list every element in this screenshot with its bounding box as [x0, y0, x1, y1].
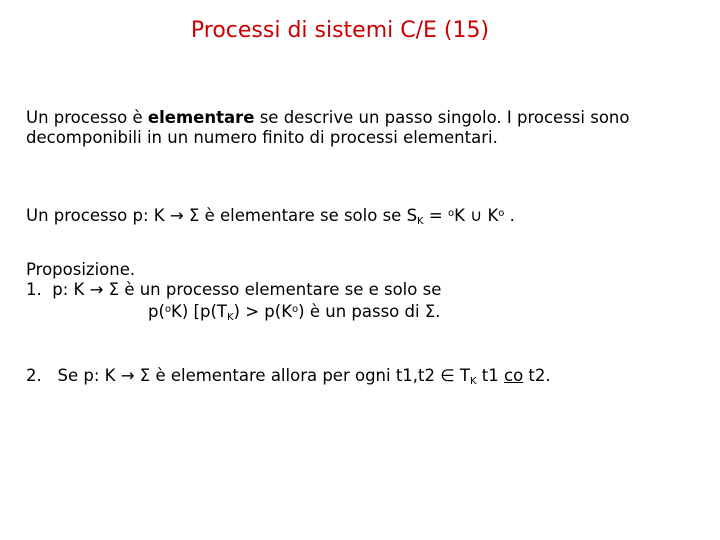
- slide-title: Processi di sistemi C/E (15): [190, 18, 490, 43]
- subscript-k: K: [226, 312, 234, 323]
- underlined-co: co: [504, 366, 524, 385]
- text-fragment: =: [423, 206, 448, 225]
- text-fragment: K ∪ K: [454, 206, 499, 225]
- item-number: 2.: [26, 366, 42, 385]
- text-fragment: p: K → Σ è un processo elementare se e solo se: [52, 280, 442, 299]
- proposition-block: [26, 260, 442, 323]
- proposition-item-1: [26, 280, 441, 300]
- text-fragment: t2.: [523, 366, 551, 385]
- text-fragment: se descrive un passo singolo. I processi sono: [254, 108, 630, 127]
- item-number: 1.: [26, 280, 42, 299]
- text-fragment: ) > p(K: [233, 302, 293, 321]
- proposition-item-2: [26, 366, 551, 387]
- definition-paragraph: [26, 108, 629, 148]
- superscript-o: o: [164, 304, 172, 315]
- text-fragment: K) [p(T: [171, 302, 227, 321]
- text-fragment: .: [504, 206, 515, 225]
- superscript-o: o: [447, 208, 455, 219]
- elementary-condition: [26, 204, 515, 232]
- text-fragment: p(: [148, 302, 165, 321]
- definition-line-2: decomponibili in un numero finito di processi elementari.: [26, 128, 498, 147]
- definition-line-1: [26, 108, 629, 128]
- text-fragment: Se p: K → Σ è elementare allora per ogni t1,t2 ∈ T: [57, 366, 470, 385]
- text-fragment: t1: [476, 366, 504, 385]
- bold-term-elementare: elementare: [147, 108, 255, 127]
- superscript-o: o: [498, 208, 505, 219]
- text-fragment: Un processo è: [26, 108, 148, 127]
- proposition-heading: Proposizione.: [26, 260, 136, 279]
- subscript-k: K: [469, 376, 477, 387]
- text-fragment: ) è un passo di Σ.: [298, 302, 441, 321]
- proposition-item-1-formula: [26, 300, 441, 323]
- superscript-o: o: [292, 304, 299, 315]
- text-fragment: Un processo p: K → Σ è elementare se solo se S: [26, 206, 418, 225]
- subscript-k: K: [417, 216, 424, 227]
